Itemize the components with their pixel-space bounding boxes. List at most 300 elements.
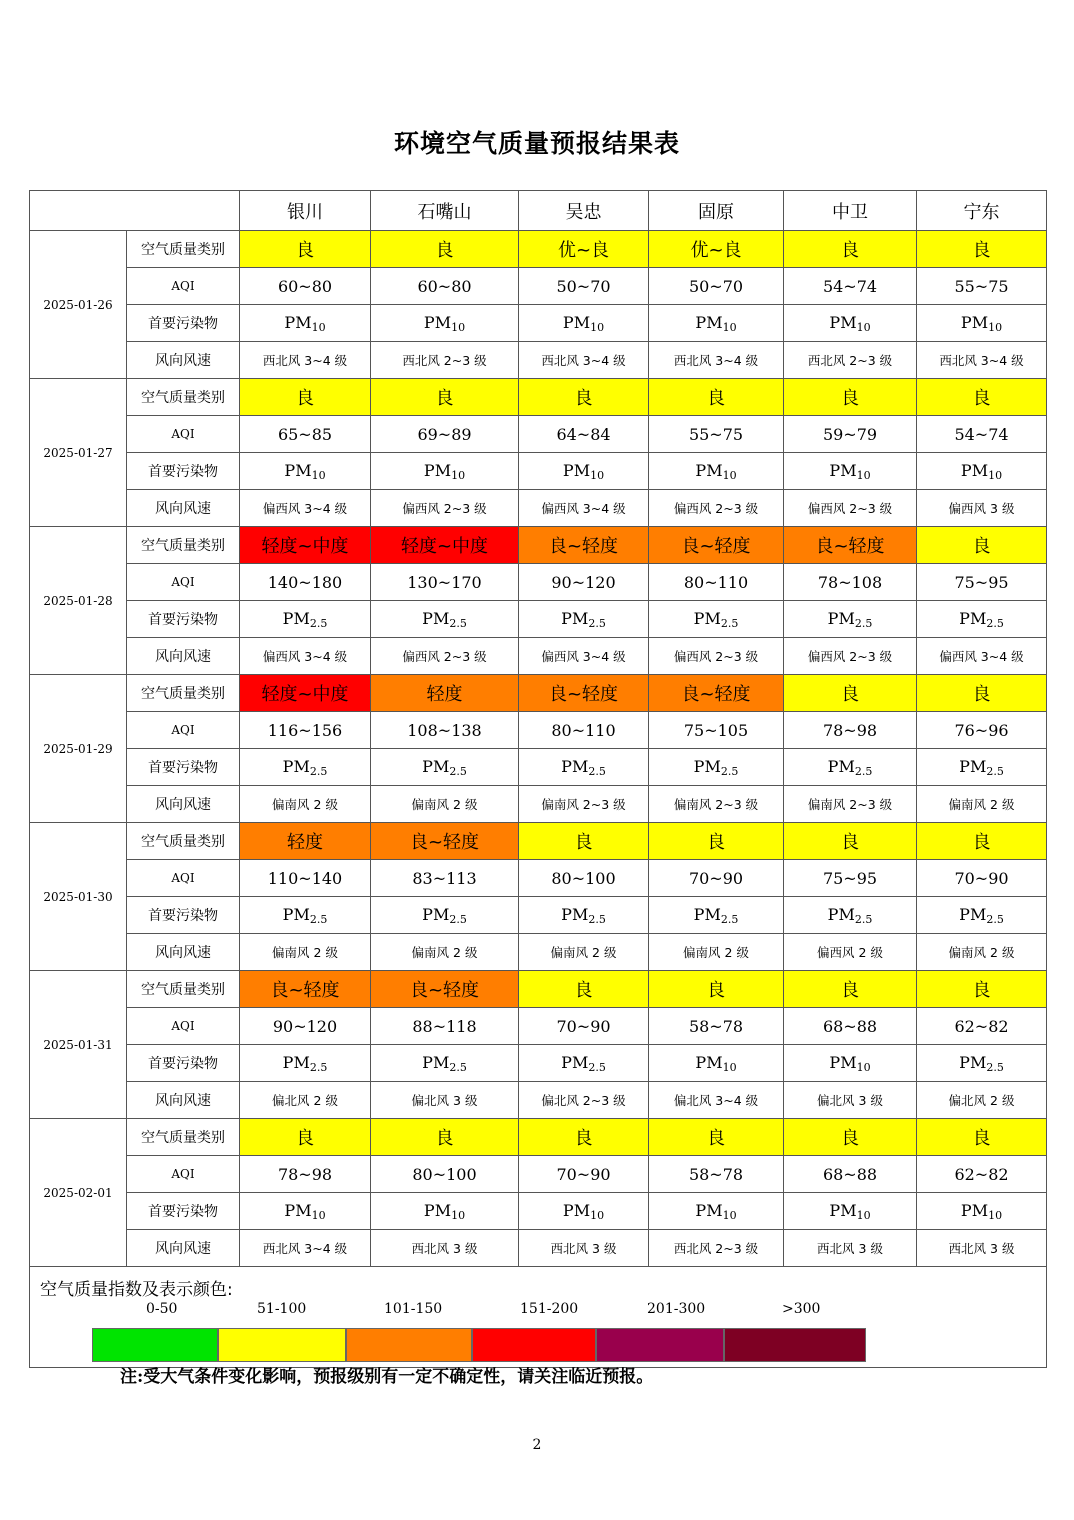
aqi-cell: 140~180 <box>240 564 371 601</box>
category-cell: 良 <box>784 675 917 712</box>
wind-cell: 偏南风 2 级 <box>519 934 649 971</box>
date-cell: 2025-01-31 <box>30 971 127 1119</box>
date-cell: 2025-02-01 <box>30 1119 127 1267</box>
aqi-cell: 78~108 <box>784 564 917 601</box>
forecast-row-wind <box>30 1082 1047 1119</box>
wind-cell: 偏西风 2~3 级 <box>371 638 519 675</box>
row-label-aqi: AQI <box>127 860 240 897</box>
forecast-row-pollutant <box>30 305 1047 342</box>
pollutant-cell <box>371 1193 519 1230</box>
category-cell: 良 <box>649 1119 784 1156</box>
row-label-pollutant: 首要污染物 <box>127 1193 240 1230</box>
aqi-cell: 75~95 <box>784 860 917 897</box>
pollutant-subscript: 10 <box>590 1208 605 1222</box>
pollutant-cell <box>649 305 784 342</box>
pollutant-base: PM <box>829 1052 857 1072</box>
header-blank-cell <box>30 191 240 231</box>
pollutant-base: PM <box>423 312 452 332</box>
aqi-cell: 90~120 <box>240 1008 371 1045</box>
category-cell: 良 <box>519 379 649 416</box>
wind-cell: 西北风 3 级 <box>917 1230 1047 1267</box>
pollutant-cell <box>240 601 371 638</box>
pollutant-cell <box>240 897 371 934</box>
pollutant-base: PM <box>960 312 989 332</box>
forecast-row-category <box>30 231 1047 268</box>
header-city: 中卫 <box>784 191 917 231</box>
wind-cell: 偏西风 2~3 级 <box>784 490 917 527</box>
pollutant-base: PM <box>959 904 987 924</box>
header-city: 吴忠 <box>519 191 649 231</box>
pollutant-cell <box>371 749 519 786</box>
forecast-row-category <box>30 1119 1047 1156</box>
row-label-category: 空气质量类别 <box>127 379 240 416</box>
category-cell: 良 <box>240 231 371 268</box>
pollutant-subscript: 10 <box>856 320 871 334</box>
row-label-pollutant: 首要污染物 <box>127 601 240 638</box>
category-cell: 良 <box>371 1119 519 1156</box>
aqi-cell: 54~74 <box>917 416 1047 453</box>
row-label-category: 空气质量类别 <box>127 1119 240 1156</box>
wind-cell: 西北风 2~3 级 <box>649 1230 784 1267</box>
pollutant-subscript: 2.5 <box>986 764 1004 778</box>
aqi-cell: 60~80 <box>371 268 519 305</box>
legend-range-label: 201-300 <box>647 1301 706 1317</box>
category-cell: 良 <box>371 379 519 416</box>
wind-cell: 西北风 3~4 级 <box>917 342 1047 379</box>
aqi-cell: 59~79 <box>784 416 917 453</box>
pollutant-cell <box>371 601 519 638</box>
aqi-cell: 70~90 <box>519 1156 649 1193</box>
forecast-row-category <box>30 379 1047 416</box>
category-cell: 良~轻度 <box>649 675 784 712</box>
pollutant-cell <box>784 601 917 638</box>
row-label-category: 空气质量类别 <box>127 823 240 860</box>
forecast-row-aqi <box>30 1156 1047 1193</box>
pollutant-cell <box>519 305 649 342</box>
pollutant-cell <box>784 453 917 490</box>
pollutant-subscript: 10 <box>988 1208 1003 1222</box>
legend-row <box>30 1267 1047 1368</box>
pollutant-cell <box>917 749 1047 786</box>
pollutant-base: PM <box>284 312 312 332</box>
pollutant-subscript: 10 <box>988 468 1003 482</box>
category-cell: 良 <box>784 971 917 1008</box>
pollutant-cell <box>917 453 1047 490</box>
page-number: 2 <box>532 1437 542 1453</box>
pollutant-base: PM <box>282 608 310 628</box>
row-label-category: 空气质量类别 <box>127 527 240 564</box>
forecast-row-aqi <box>30 564 1047 601</box>
legend-color-swatch <box>346 1328 472 1362</box>
forecast-table <box>29 190 1047 1368</box>
pollutant-subscript: 2.5 <box>309 1060 328 1074</box>
legend-cell <box>30 1267 1047 1368</box>
aqi-cell: 64~84 <box>519 416 649 453</box>
pollutant-base: PM <box>960 460 989 480</box>
aqi-cell: 78~98 <box>240 1156 371 1193</box>
aqi-cell: 58~78 <box>649 1156 784 1193</box>
pollutant-cell <box>784 305 917 342</box>
pollutant-base: PM <box>695 1200 723 1220</box>
forecast-row-pollutant <box>30 897 1047 934</box>
aqi-cell: 54~74 <box>784 268 917 305</box>
pollutant-subscript: 10 <box>311 1208 326 1222</box>
pollutant-subscript: 10 <box>722 1208 737 1222</box>
category-cell: 良 <box>917 823 1047 860</box>
category-cell: 轻度 <box>371 675 519 712</box>
row-label-aqi: AQI <box>127 1156 240 1193</box>
forecast-row-category <box>30 971 1047 1008</box>
forecast-row-aqi <box>30 1008 1047 1045</box>
wind-cell: 偏南风 2 级 <box>917 934 1047 971</box>
legend-color-swatch <box>92 1328 218 1362</box>
pollutant-subscript: 10 <box>722 1060 737 1074</box>
wind-cell: 偏北风 3~4 级 <box>649 1082 784 1119</box>
pollutant-subscript: 2.5 <box>854 764 873 778</box>
date-cell: 2025-01-27 <box>30 379 127 527</box>
pollutant-subscript: 10 <box>856 468 871 482</box>
aqi-cell: 78~98 <box>784 712 917 749</box>
page-title: 环境空气质量预报结果表 <box>393 129 680 158</box>
pollutant-base: PM <box>827 756 855 776</box>
aqi-cell: 75~95 <box>917 564 1047 601</box>
pollutant-base: PM <box>829 312 857 332</box>
row-label-pollutant: 首要污染物 <box>127 749 240 786</box>
pollutant-base: PM <box>284 460 312 480</box>
wind-cell: 西北风 3~4 级 <box>649 342 784 379</box>
aqi-cell: 55~75 <box>917 268 1047 305</box>
pollutant-base: PM <box>422 1052 450 1072</box>
wind-cell: 西北风 3~4 级 <box>519 342 649 379</box>
wind-cell: 西北风 2~3 级 <box>784 342 917 379</box>
pollutant-subscript: 2.5 <box>588 764 606 778</box>
row-label-aqi: AQI <box>127 268 240 305</box>
legend-range-label: >300 <box>782 1301 821 1317</box>
forecast-row-wind <box>30 638 1047 675</box>
category-cell: 良 <box>519 1119 649 1156</box>
pollutant-base: PM <box>562 460 591 480</box>
row-label-pollutant: 首要污染物 <box>127 453 240 490</box>
pollutant-cell <box>784 1045 917 1082</box>
wind-cell: 偏西风 3 级 <box>917 490 1047 527</box>
pollutant-base: PM <box>423 1200 452 1220</box>
wind-cell: 西北风 3 级 <box>784 1230 917 1267</box>
pollutant-subscript: 2.5 <box>449 912 467 926</box>
category-cell: 轻度 <box>240 823 371 860</box>
forecast-row-wind <box>30 786 1047 823</box>
pollutant-base: PM <box>829 460 857 480</box>
pollutant-cell <box>649 601 784 638</box>
category-cell: 轻度~中度 <box>371 527 519 564</box>
category-cell: 优~良 <box>649 231 784 268</box>
wind-cell: 偏西风 2~3 级 <box>784 638 917 675</box>
category-cell: 良 <box>649 971 784 1008</box>
pollutant-cell <box>649 897 784 934</box>
pollutant-base: PM <box>561 756 589 776</box>
pollutant-subscript: 2.5 <box>854 616 873 630</box>
aqi-cell: 70~90 <box>649 860 784 897</box>
legend-color-swatch <box>596 1328 724 1362</box>
date-cell: 2025-01-28 <box>30 527 127 675</box>
pollutant-base: PM <box>693 608 721 628</box>
legend-range-label: 101-150 <box>384 1301 443 1317</box>
pollutant-cell <box>649 453 784 490</box>
pollutant-base: PM <box>959 1052 987 1072</box>
legend-range-label: 151-200 <box>520 1301 579 1317</box>
pollutant-cell <box>784 1193 917 1230</box>
pollutant-subscript: 2.5 <box>588 912 606 926</box>
pollutant-base: PM <box>695 1052 723 1072</box>
pollutant-base: PM <box>282 904 310 924</box>
aqi-cell: 116~156 <box>240 712 371 749</box>
pollutant-subscript: 10 <box>451 320 466 334</box>
wind-cell: 偏北风 2 级 <box>917 1082 1047 1119</box>
wind-cell: 偏西风 3~4 级 <box>917 638 1047 675</box>
pollutant-cell <box>917 601 1047 638</box>
wind-cell: 偏西风 3~4 级 <box>240 490 371 527</box>
table-header-row <box>30 191 1047 231</box>
forecast-row-aqi <box>30 712 1047 749</box>
legend-color-swatch <box>472 1328 596 1362</box>
aqi-cell: 88~118 <box>371 1008 519 1045</box>
wind-cell: 偏南风 2 级 <box>371 786 519 823</box>
pollutant-base: PM <box>960 1200 989 1220</box>
category-cell: 良 <box>784 823 917 860</box>
wind-cell: 西北风 3 级 <box>519 1230 649 1267</box>
forecast-row-pollutant <box>30 1045 1047 1082</box>
pollutant-subscript: 2.5 <box>986 1060 1004 1074</box>
pollutant-cell <box>519 749 649 786</box>
category-cell: 良 <box>240 379 371 416</box>
pollutant-cell <box>371 1045 519 1082</box>
category-cell: 良~轻度 <box>519 675 649 712</box>
category-cell: 优~良 <box>519 231 649 268</box>
wind-cell: 西北风 2~3 级 <box>371 342 519 379</box>
pollutant-cell <box>784 749 917 786</box>
category-cell: 良 <box>784 231 917 268</box>
aqi-cell: 80~110 <box>519 712 649 749</box>
forecast-row-pollutant <box>30 1193 1047 1230</box>
pollutant-base: PM <box>693 756 721 776</box>
category-cell: 良 <box>784 379 917 416</box>
pollutant-cell <box>519 601 649 638</box>
date-cell: 2025-01-29 <box>30 675 127 823</box>
pollutant-subscript: 10 <box>590 468 605 482</box>
header-city: 宁东 <box>917 191 1047 231</box>
category-cell: 良 <box>917 971 1047 1008</box>
pollutant-subscript: 2.5 <box>449 764 467 778</box>
wind-cell: 偏西风 3~4 级 <box>519 638 649 675</box>
pollutant-cell <box>917 1045 1047 1082</box>
wind-cell: 偏南风 2 级 <box>240 934 371 971</box>
pollutant-subscript: 10 <box>988 320 1003 334</box>
pollutant-subscript: 2.5 <box>986 912 1004 926</box>
aqi-cell: 76~96 <box>917 712 1047 749</box>
wind-cell: 偏北风 3 级 <box>371 1082 519 1119</box>
category-cell: 良~轻度 <box>784 527 917 564</box>
wind-cell: 偏北风 3 级 <box>784 1082 917 1119</box>
legend-range-label: 51-100 <box>257 1301 307 1317</box>
header-city: 固原 <box>649 191 784 231</box>
pollutant-cell <box>240 453 371 490</box>
aqi-cell: 58~78 <box>649 1008 784 1045</box>
pollutant-cell <box>917 305 1047 342</box>
pollutant-cell <box>240 305 371 342</box>
legend-title: 空气质量指数及表示颜色: <box>40 1280 233 1300</box>
category-cell: 轻度~中度 <box>240 675 371 712</box>
pollutant-base: PM <box>282 756 310 776</box>
wind-cell: 西北风 3~4 级 <box>240 1230 371 1267</box>
aqi-cell: 90~120 <box>519 564 649 601</box>
wind-cell: 西北风 3~4 级 <box>240 342 371 379</box>
category-cell: 良 <box>917 231 1047 268</box>
pollutant-base: PM <box>827 608 855 628</box>
forecast-row-category <box>30 823 1047 860</box>
row-label-wind: 风向风速 <box>127 638 240 675</box>
wind-cell: 偏西风 2~3 级 <box>371 490 519 527</box>
pollutant-cell <box>519 1045 649 1082</box>
row-label-wind: 风向风速 <box>127 1230 240 1267</box>
pollutant-base: PM <box>561 608 589 628</box>
pollutant-subscript: 10 <box>856 1060 871 1074</box>
wind-cell: 西北风 3 级 <box>371 1230 519 1267</box>
aqi-cell: 62~82 <box>917 1008 1047 1045</box>
pollutant-base: PM <box>562 312 591 332</box>
date-cell: 2025-01-30 <box>30 823 127 971</box>
category-cell: 良~轻度 <box>371 971 519 1008</box>
pollutant-cell <box>240 749 371 786</box>
wind-cell: 偏西风 3~4 级 <box>240 638 371 675</box>
wind-cell: 偏西风 2~3 级 <box>649 638 784 675</box>
wind-cell: 偏南风 2 级 <box>371 934 519 971</box>
pollutant-base: PM <box>422 756 450 776</box>
pollutant-base: PM <box>422 904 450 924</box>
aqi-cell: 70~90 <box>519 1008 649 1045</box>
pollutant-base: PM <box>829 1200 857 1220</box>
pollutant-cell <box>917 1193 1047 1230</box>
pollutant-subscript: 10 <box>856 1208 871 1222</box>
pollutant-base: PM <box>959 608 987 628</box>
pollutant-base: PM <box>693 904 721 924</box>
row-label-pollutant: 首要污染物 <box>127 305 240 342</box>
pollutant-base: PM <box>423 460 452 480</box>
category-cell: 良 <box>240 1119 371 1156</box>
wind-cell: 偏西风 3~4 级 <box>519 490 649 527</box>
pollutant-cell <box>917 897 1047 934</box>
forecast-row-category <box>30 527 1047 564</box>
wind-cell: 偏南风 2~3 级 <box>649 786 784 823</box>
category-cell: 良 <box>649 823 784 860</box>
pollutant-subscript: 10 <box>590 320 605 334</box>
pollutant-cell <box>649 1045 784 1082</box>
row-label-wind: 风向风速 <box>127 934 240 971</box>
aqi-cell: 50~70 <box>519 268 649 305</box>
pollutant-subscript: 10 <box>722 468 737 482</box>
pollutant-cell <box>519 1193 649 1230</box>
forecast-row-wind <box>30 342 1047 379</box>
pollutant-base: PM <box>284 1200 312 1220</box>
pollutant-subscript: 2.5 <box>720 912 739 926</box>
category-cell: 良~轻度 <box>371 823 519 860</box>
forecast-note: 注:受大气条件变化影响，预报级别有一定不确定性，请关注临近预报。 <box>120 1367 654 1387</box>
row-label-aqi: AQI <box>127 416 240 453</box>
row-label-wind: 风向风速 <box>127 1082 240 1119</box>
pollutant-subscript: 2.5 <box>986 616 1004 630</box>
forecast-row-aqi <box>30 268 1047 305</box>
pollutant-cell <box>649 749 784 786</box>
category-cell: 良 <box>917 527 1047 564</box>
aqi-cell: 110~140 <box>240 860 371 897</box>
aqi-cell: 70~90 <box>917 860 1047 897</box>
pollutant-base: PM <box>282 1052 310 1072</box>
forecast-row-wind <box>30 490 1047 527</box>
wind-cell: 偏北风 2 级 <box>240 1082 371 1119</box>
wind-cell: 偏北风 2~3 级 <box>519 1082 649 1119</box>
pollutant-subscript: 2.5 <box>309 912 328 926</box>
pollutant-base: PM <box>422 608 450 628</box>
aqi-cell: 65~85 <box>240 416 371 453</box>
category-cell: 良 <box>917 675 1047 712</box>
pollutant-subscript: 10 <box>722 320 737 334</box>
wind-cell: 偏西风 2 级 <box>784 934 917 971</box>
legend-color-swatch <box>724 1328 866 1362</box>
pollutant-subscript: 10 <box>311 468 326 482</box>
date-cell: 2025-01-26 <box>30 231 127 379</box>
category-cell: 良 <box>519 971 649 1008</box>
row-label-category: 空气质量类别 <box>127 675 240 712</box>
pollutant-subscript: 2.5 <box>449 1060 467 1074</box>
row-label-category: 空气质量类别 <box>127 971 240 1008</box>
pollutant-base: PM <box>561 904 589 924</box>
category-cell: 良~轻度 <box>519 527 649 564</box>
aqi-cell: 130~170 <box>371 564 519 601</box>
wind-cell: 偏南风 2~3 级 <box>519 786 649 823</box>
wind-cell: 偏西风 2~3 级 <box>649 490 784 527</box>
pollutant-base: PM <box>959 756 987 776</box>
forecast-row-wind <box>30 934 1047 971</box>
row-label-wind: 风向风速 <box>127 490 240 527</box>
pollutant-cell <box>519 453 649 490</box>
aqi-cell: 68~88 <box>784 1008 917 1045</box>
forecast-row-aqi <box>30 860 1047 897</box>
pollutant-subscript: 2.5 <box>720 764 739 778</box>
pollutant-subscript: 10 <box>311 320 326 334</box>
aqi-cell: 50~70 <box>649 268 784 305</box>
wind-cell: 偏南风 2 级 <box>917 786 1047 823</box>
category-cell: 良~轻度 <box>649 527 784 564</box>
pollutant-cell <box>371 897 519 934</box>
wind-cell: 偏南风 2 级 <box>240 786 371 823</box>
pollutant-cell <box>371 305 519 342</box>
row-label-category: 空气质量类别 <box>127 231 240 268</box>
row-label-aqi: AQI <box>127 1008 240 1045</box>
pollutant-subscript: 2.5 <box>309 616 328 630</box>
legend-range-label: 0-50 <box>146 1301 178 1317</box>
aqi-cell: 80~100 <box>371 1156 519 1193</box>
pollutant-base: PM <box>695 460 723 480</box>
legend-color-swatch <box>218 1328 346 1362</box>
row-label-aqi: AQI <box>127 712 240 749</box>
row-label-wind: 风向风速 <box>127 786 240 823</box>
pollutant-subscript: 2.5 <box>854 912 873 926</box>
aqi-cell: 80~110 <box>649 564 784 601</box>
pollutant-base: PM <box>827 904 855 924</box>
pollutant-cell <box>519 897 649 934</box>
forecast-row-category <box>30 675 1047 712</box>
header-city: 石嘴山 <box>371 191 519 231</box>
aqi-cell: 60~80 <box>240 268 371 305</box>
pollutant-cell <box>240 1045 371 1082</box>
